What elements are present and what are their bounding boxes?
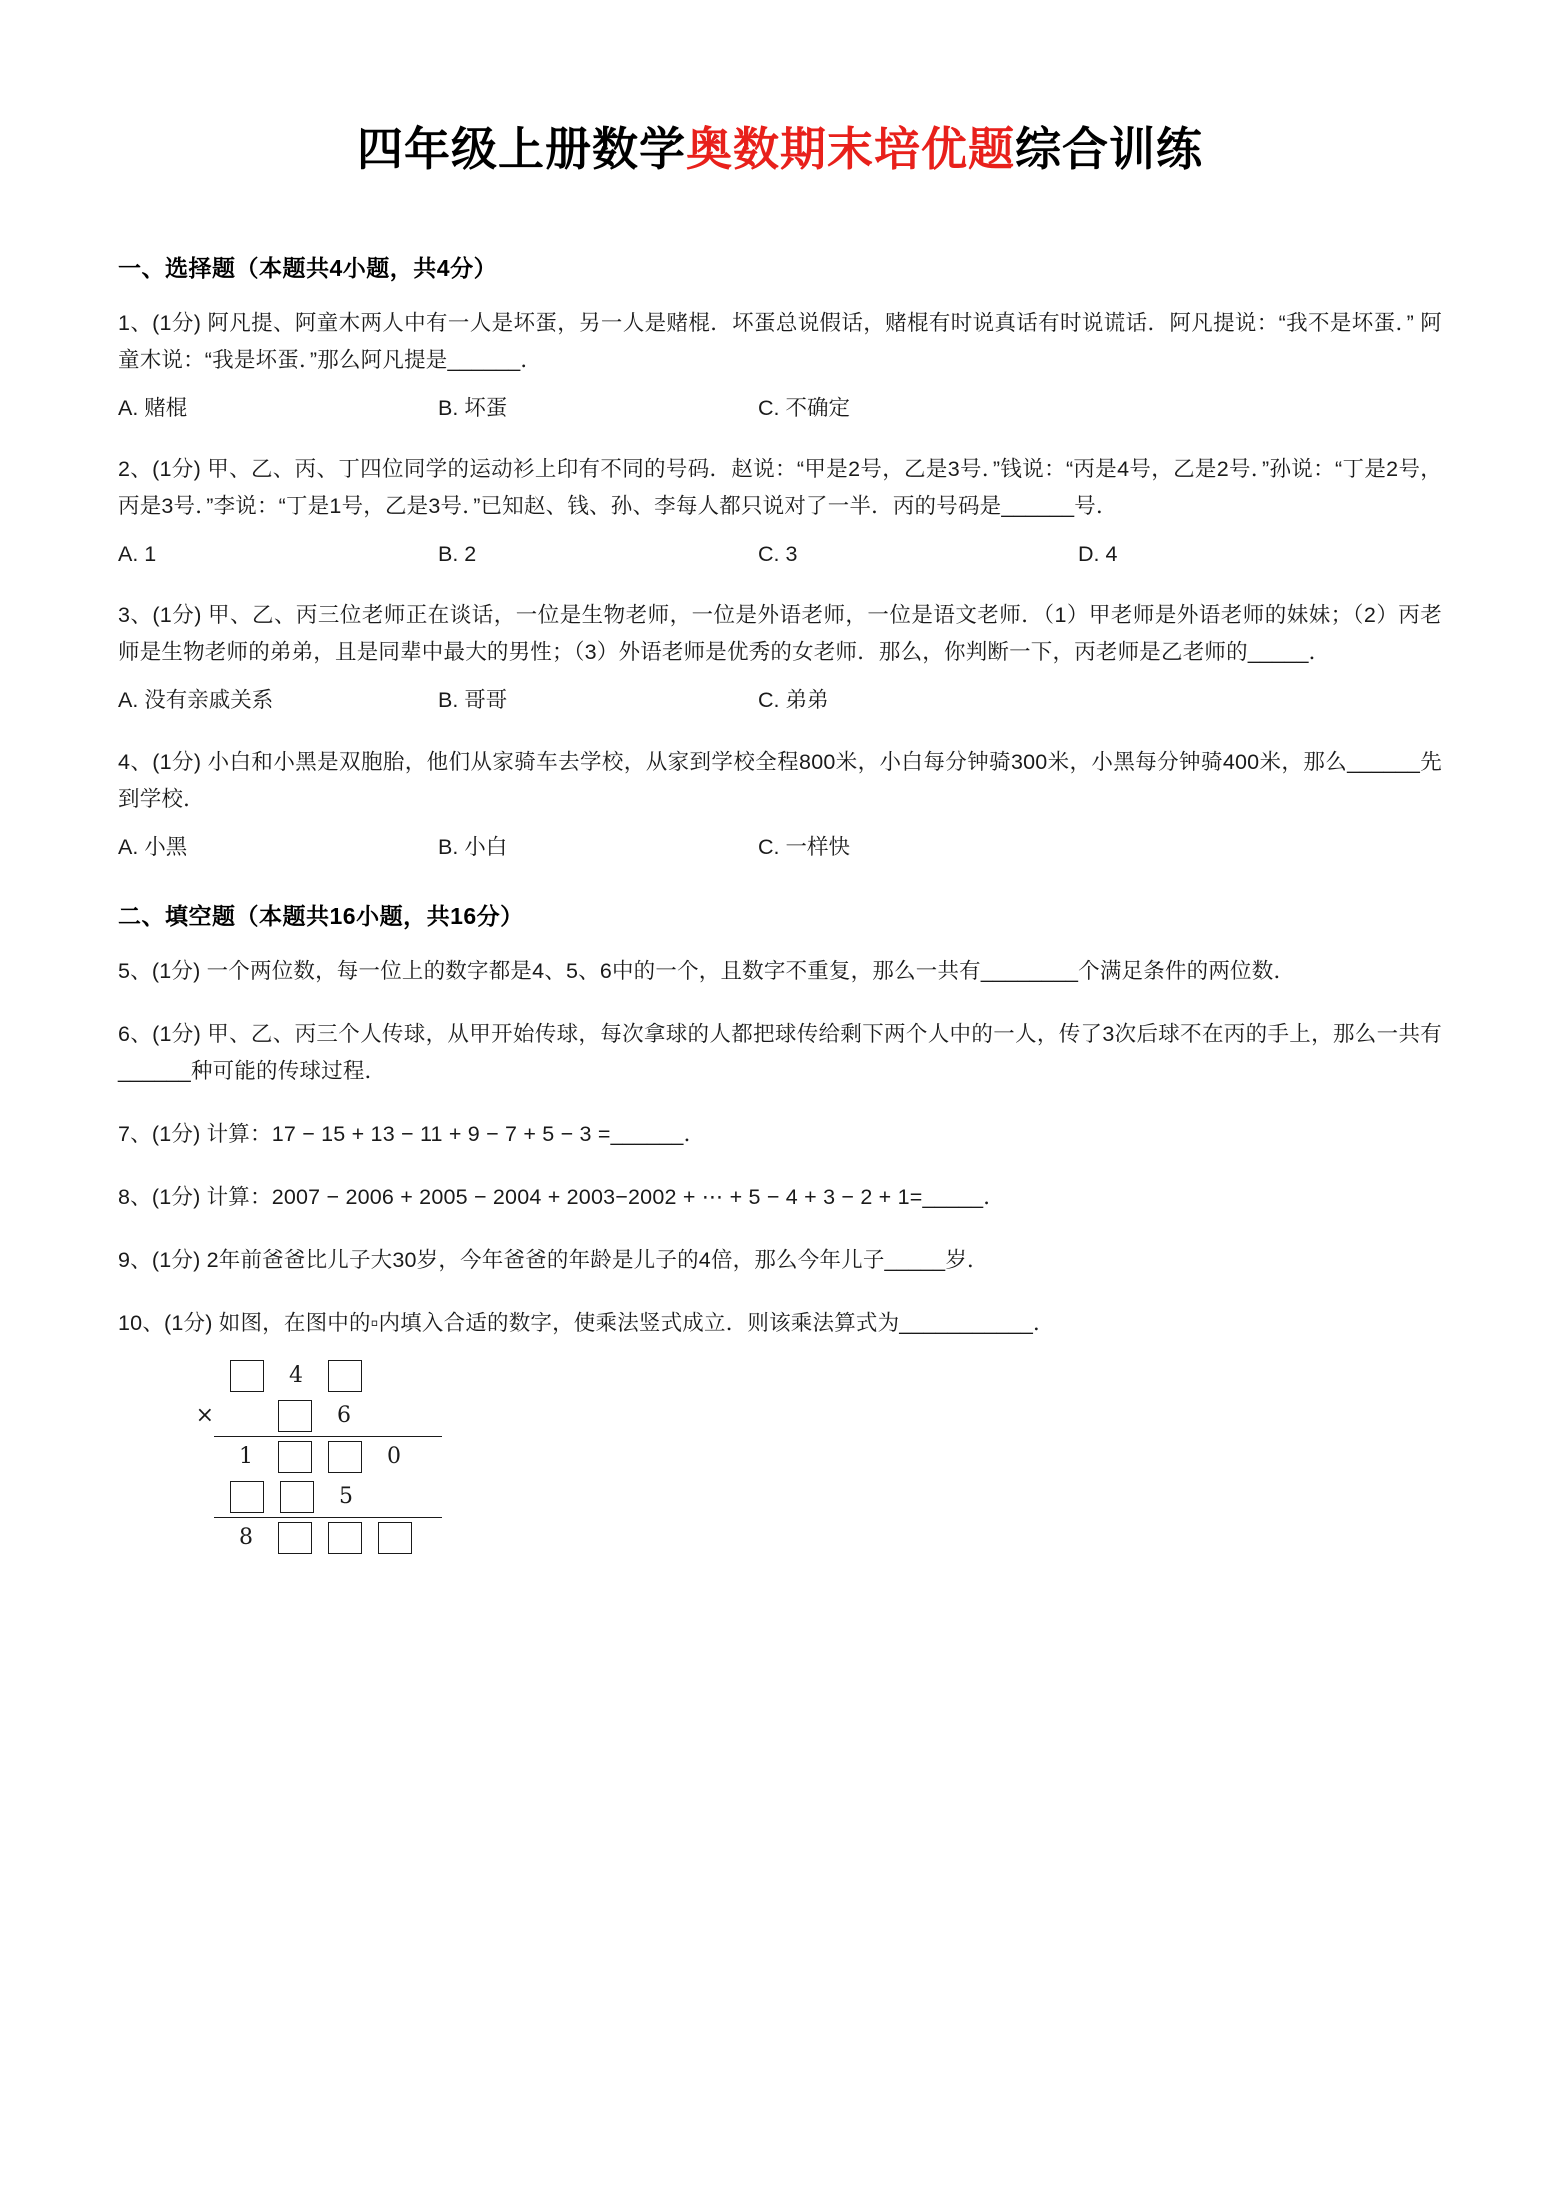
vertical-multiplication-figure	[170, 1356, 1442, 1558]
question-text: 10、(1分) 如图，在图中的▫内填入合适的数字，使乘法竖式成立．则该乘法算式为___________．	[118, 1310, 1055, 1335]
option-b[interactable]: B. 小白	[438, 834, 508, 859]
vm-operator: ×	[195, 1403, 214, 1429]
option-list	[118, 830, 1442, 864]
question-text: 1、(1分) 阿凡提、阿童木两人中有一人是坏蛋，另一人是赌棍．坏蛋总说假话，赌棍有时说真话有时说谎话．阿凡提说：“我不是坏蛋．” 阿童木说：“我是坏蛋．”那么阿凡提是______．	[118, 310, 1442, 372]
option-a[interactable]: A. 小黑	[118, 834, 188, 859]
question-4	[118, 744, 1442, 864]
vm-blank-box[interactable]	[328, 1360, 362, 1392]
question-text: 2、(1分) 甲、乙、丙、丁四位同学的运动衫上印有不同的号码．赵说：“甲是2号，乙是3号．”钱说：“丙是4号，乙是2号．”孙说：“丁是2号，丙是3号．”李说：“丁是1号，乙是3号．”已知赵、钱、孙、李每人都只说对了一半．丙的号码是______号．	[118, 457, 1442, 519]
question-7	[118, 1116, 1442, 1153]
section-choice	[118, 250, 1442, 864]
section-fill-blank	[118, 898, 1442, 1558]
option-b[interactable]: B. 坏蛋	[438, 395, 508, 420]
title-part-3: 综合训练	[1015, 123, 1203, 175]
option-list	[118, 391, 1442, 425]
question-text: 3、(1分) 甲、乙、丙三位老师正在谈话，一位是生物老师，一位是外语老师，一位是语文老师．（1）甲老师是外语老师的妹妹；（2）丙老师是生物老师的弟弟，且是同辈中最大的男性；（3）外语老师是优秀的女老师．那么，你判断一下，丙老师是乙老师的_____．	[118, 603, 1442, 665]
vm-blank-box[interactable]	[328, 1522, 362, 1554]
page-title	[118, 120, 1442, 180]
question-text: 7、(1分) 计算：17 − 15 + 13 − 11 + 9 − 7 + 5 − 3 =______．	[118, 1122, 706, 1147]
title-part-1: 四年级上册数学	[357, 123, 686, 175]
vm-row-5	[170, 1518, 1442, 1558]
section-heading: 一、选择题（本题共4小题，共4分）	[118, 254, 498, 281]
vm-blank-box[interactable]	[230, 1481, 264, 1513]
question-1	[118, 305, 1442, 425]
question-6	[118, 1016, 1442, 1090]
vm-spacer	[230, 1401, 262, 1431]
vm-blank-box[interactable]	[378, 1522, 412, 1554]
question-3	[118, 597, 1442, 717]
option-a[interactable]: A. 没有亲戚关系	[118, 688, 274, 713]
option-a[interactable]: A. 1	[118, 542, 157, 567]
option-d[interactable]: D. 4	[1078, 542, 1118, 567]
section-heading: 二、填空题（本题共16小题，共16分）	[118, 903, 524, 930]
vm-blank-box[interactable]	[278, 1441, 312, 1473]
option-b[interactable]: B. 哥哥	[438, 688, 508, 713]
vm-blank-box[interactable]	[280, 1481, 314, 1513]
option-b[interactable]: B. 2	[438, 542, 477, 567]
question-text: 9、(1分) 2年前爸爸比儿子大30岁，今年爸爸的年龄是儿子的4倍，那么今年儿子_____岁．	[118, 1247, 989, 1272]
vm-blank-box[interactable]	[278, 1522, 312, 1554]
option-list	[118, 683, 1442, 717]
vm-blank-box[interactable]	[278, 1400, 312, 1432]
question-9	[118, 1242, 1442, 1279]
vm-digit: 6	[337, 1403, 351, 1429]
question-5	[118, 953, 1442, 990]
question-text: 5、(1分) 一个两位数，每一位上的数字都是4、5、6中的一个，且数字不重复，那么一共有________个满足条件的两位数．	[118, 959, 1296, 984]
vm-blank-box[interactable]	[230, 1360, 264, 1392]
question-2	[118, 451, 1442, 571]
vm-row-3	[170, 1437, 1442, 1477]
vm-row-2	[170, 1396, 1442, 1436]
vm-blank-box[interactable]	[328, 1441, 362, 1473]
option-c[interactable]: C. 一样快	[758, 834, 850, 859]
vm-digit: 1	[239, 1444, 253, 1470]
vm-row-4	[170, 1477, 1442, 1517]
vm-digit: 4	[289, 1363, 303, 1389]
question-10	[118, 1305, 1442, 1558]
option-a[interactable]: A. 赌棍	[118, 395, 188, 420]
vm-digit: 8	[239, 1525, 253, 1551]
question-text: 8、(1分) 计算：2007 − 2006 + 2005 − 2004 + 2003−2002 + ⋯ + 5 − 4 + 3 − 2 + 1=_____．	[118, 1184, 1005, 1209]
vm-digit: 5	[339, 1484, 353, 1510]
option-c[interactable]: C. 不确定	[758, 395, 850, 420]
option-list	[118, 537, 1442, 571]
option-c[interactable]: C. 弟弟	[758, 688, 829, 713]
question-8	[118, 1179, 1442, 1216]
option-c[interactable]: C. 3	[758, 542, 798, 567]
question-text: 6、(1分) 甲、乙、丙三个人传球，从甲开始传球，每次拿球的人都把球传给剩下两个人中的一人，传了3次后球不在丙的手上，那么一共有______种可能的传球过程．	[118, 1022, 1442, 1084]
vm-digit: 0	[387, 1444, 401, 1470]
vm-row-1	[170, 1356, 1442, 1396]
question-text: 4、(1分) 小白和小黑是双胞胎，他们从家骑车去学校，从家到学校全程800米，小白每分钟骑300米，小黑每分钟骑400米，那么______先到学校．	[118, 749, 1442, 811]
title-part-2-highlight: 奥数期末培优题	[686, 123, 1015, 175]
